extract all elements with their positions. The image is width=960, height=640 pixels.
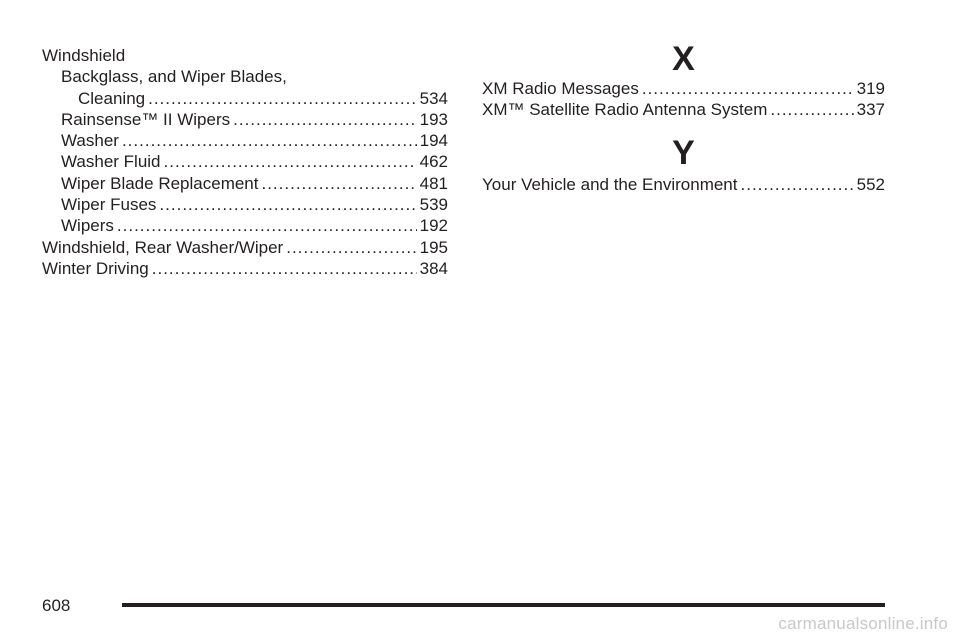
entry-label: Wiper Blade Replacement [61,173,259,193]
entry-page: 194 [419,131,448,151]
entry-page: 481 [419,173,448,193]
entry-page: 192 [419,216,448,236]
index-entry [42,258,448,279]
index-left-column [42,45,448,279]
entry-page: 552 [856,174,885,194]
dot-leader [642,78,854,99]
entry-label: XM™ Satellite Radio Antenna System [482,100,768,120]
index-entry [42,173,448,194]
entry-label: XM Radio Messages [482,79,639,98]
index-entry [482,174,885,195]
entry-label: Rainsense™ II Wipers [61,109,231,129]
entry-page: 193 [419,109,448,129]
entry-label: Cleaning [78,88,146,108]
index-entry [42,151,448,172]
section-letter-y: Y [672,133,695,172]
index-entry [482,78,885,99]
dot-leader [261,173,416,194]
entry-label: Washer [61,131,119,151]
dot-leader [741,174,854,195]
dot-leader [148,88,417,109]
index-entry [42,237,448,258]
entry-label: Your Vehicle and the Environment [482,174,738,194]
footer-rule [122,603,885,607]
dot-leader [164,151,417,172]
entry-label: Windshield, Rear Washer/Wiper [42,237,284,257]
index-entry [42,130,448,151]
entry-page: 534 [419,88,448,108]
dot-leader [159,194,416,215]
watermark: carmanualsonline.info [778,614,948,633]
index-entry [482,99,885,120]
page-number: 608 [42,596,71,615]
index-subheading: Backglass, and Wiper Blades, [61,67,287,87]
section-letter-x: X [672,40,695,78]
dot-leader [122,130,417,151]
dot-leader [233,109,417,130]
entry-page: 539 [419,195,448,215]
entry-page: 462 [419,152,448,172]
index-heading-windshield: Windshield [42,46,126,65]
entry-label: Wipers [61,216,114,236]
entry-label: Winter Driving [42,258,149,278]
dot-leader [770,99,853,120]
dot-leader [286,237,416,258]
entry-page: 319 [856,79,885,98]
entry-page: 337 [856,100,885,120]
index-entry [42,215,448,236]
dot-leader [117,215,417,236]
entry-page: 195 [419,237,448,257]
entry-page: 384 [419,258,448,278]
dot-leader [152,258,417,279]
index-entry [42,109,448,130]
index-entry [42,194,448,215]
index-entry [42,88,448,109]
entry-label: Wiper Fuses [61,195,157,215]
entry-label: Washer Fluid [61,152,161,172]
index-right-column [482,40,885,195]
